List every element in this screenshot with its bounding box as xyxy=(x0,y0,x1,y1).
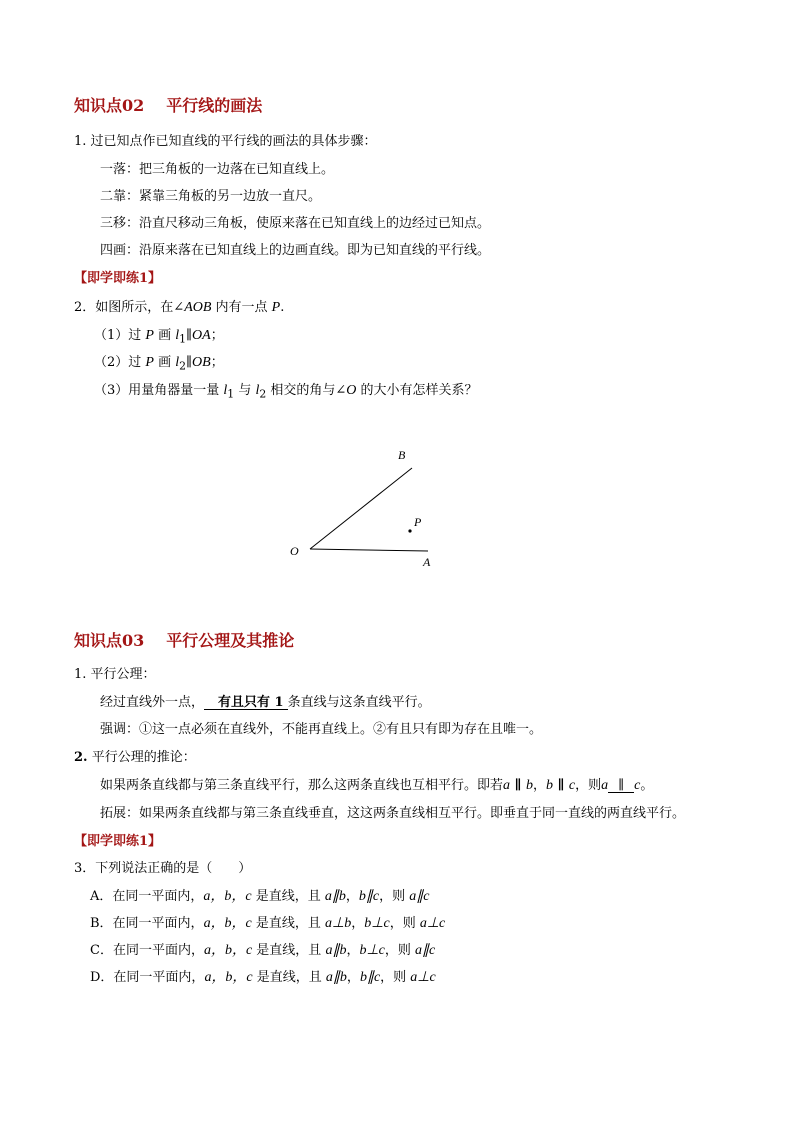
practice-tag: 【即学即练1】 xyxy=(74,271,162,286)
option-b[interactable]: B．在同一平面内，a，b，c 是直线，且 a⊥b，b⊥c，则 a⊥c xyxy=(90,916,446,931)
question-2-part-1: （1）过 P 画 $l_1\parallel OA$； xyxy=(94,328,224,346)
option-a[interactable]: A．在同一平面内，a，b，c 是直线，且 a∥b，b∥c，则 a∥c xyxy=(90,889,430,904)
corollary-statement: 如果两条直线都与第三条直线平行，那么这两条直线也互相平行。即若a ∥ b，b ∥ c，则a ∥ c。 xyxy=(100,778,654,793)
item-number: 1. xyxy=(74,134,87,149)
extension-note: 拓展：如果两条直线都与第三条直线垂直，这这两条直线相互平行。即垂直于同一直线的两直线平行。 xyxy=(100,806,686,821)
emphasis-note: 强调：①这一点必须在直线外，不能再直线上。②有且只有即为存在且唯一。 xyxy=(100,722,543,737)
item-1-axiom: 1. 平行公理： xyxy=(74,667,156,682)
practice-tag-2: 【即学即练1】 xyxy=(74,834,162,849)
point-p xyxy=(408,529,411,532)
section-title-02 xyxy=(74,98,262,114)
angle-aob-figure xyxy=(280,440,450,575)
axiom-blank: 有且只有 1 xyxy=(204,696,288,710)
item-text: 过已知点作已知直线的平行线的画法的具体步骤： xyxy=(90,134,377,149)
axiom-statement: 经过直线外一点， 有且只有 1 条直线与这条直线平行。 xyxy=(100,695,431,710)
label-o: O xyxy=(290,544,299,558)
section-title-03 xyxy=(74,633,294,649)
option-c[interactable]: C．在同一平面内，a，b，c 是直线，且 a∥b，b⊥c，则 a∥c xyxy=(90,943,436,958)
step-4: 四画：沿原来落在已知直线上的边画直线。即为已知直线的平行线。 xyxy=(100,243,491,258)
item-1-steps-intro xyxy=(74,135,377,148)
step-1: 一落：把三角板的一边落在已知直线上。 xyxy=(100,162,335,177)
label-a: A xyxy=(423,555,431,569)
question-2-part-3: （3）用量角器量一量 $l_1$ 与 $l_2$ 相交的角与∠O 的大小有怎样关系？ xyxy=(94,383,478,401)
section-heading-text: 平行公理及其推论 xyxy=(166,631,295,650)
question-3-stem: 3．下列说法正确的是（ ） xyxy=(74,861,252,876)
step-2: 二靠：紧靠三角板的另一边放一直尺。 xyxy=(100,189,322,204)
label-p: P xyxy=(414,515,422,529)
ray-ob xyxy=(310,468,412,549)
section-number: 知识点02 xyxy=(74,96,145,115)
section-heading-text: 平行线的画法 xyxy=(166,96,263,115)
corollary-blank: ∥ xyxy=(608,779,634,793)
ray-oa xyxy=(310,549,428,551)
label-b: B xyxy=(398,448,406,462)
item-2-corollary: 2. 平行公理的推论： xyxy=(74,750,196,765)
option-d[interactable]: D．在同一平面内，a，b，c 是直线，且 a∥b，b∥c，则 a⊥c xyxy=(90,970,436,985)
section-number: 知识点03 xyxy=(74,631,145,650)
step-3: 三移：沿直尺移动三角板，使原来落在已知直线上的边经过已知点。 xyxy=(100,216,491,231)
question-2: 2．如图所示，在∠AOB 内有一点 P. xyxy=(74,300,285,315)
question-2-part-2: （2）过 P 画 $l_2\parallel OB$； xyxy=(94,355,224,373)
